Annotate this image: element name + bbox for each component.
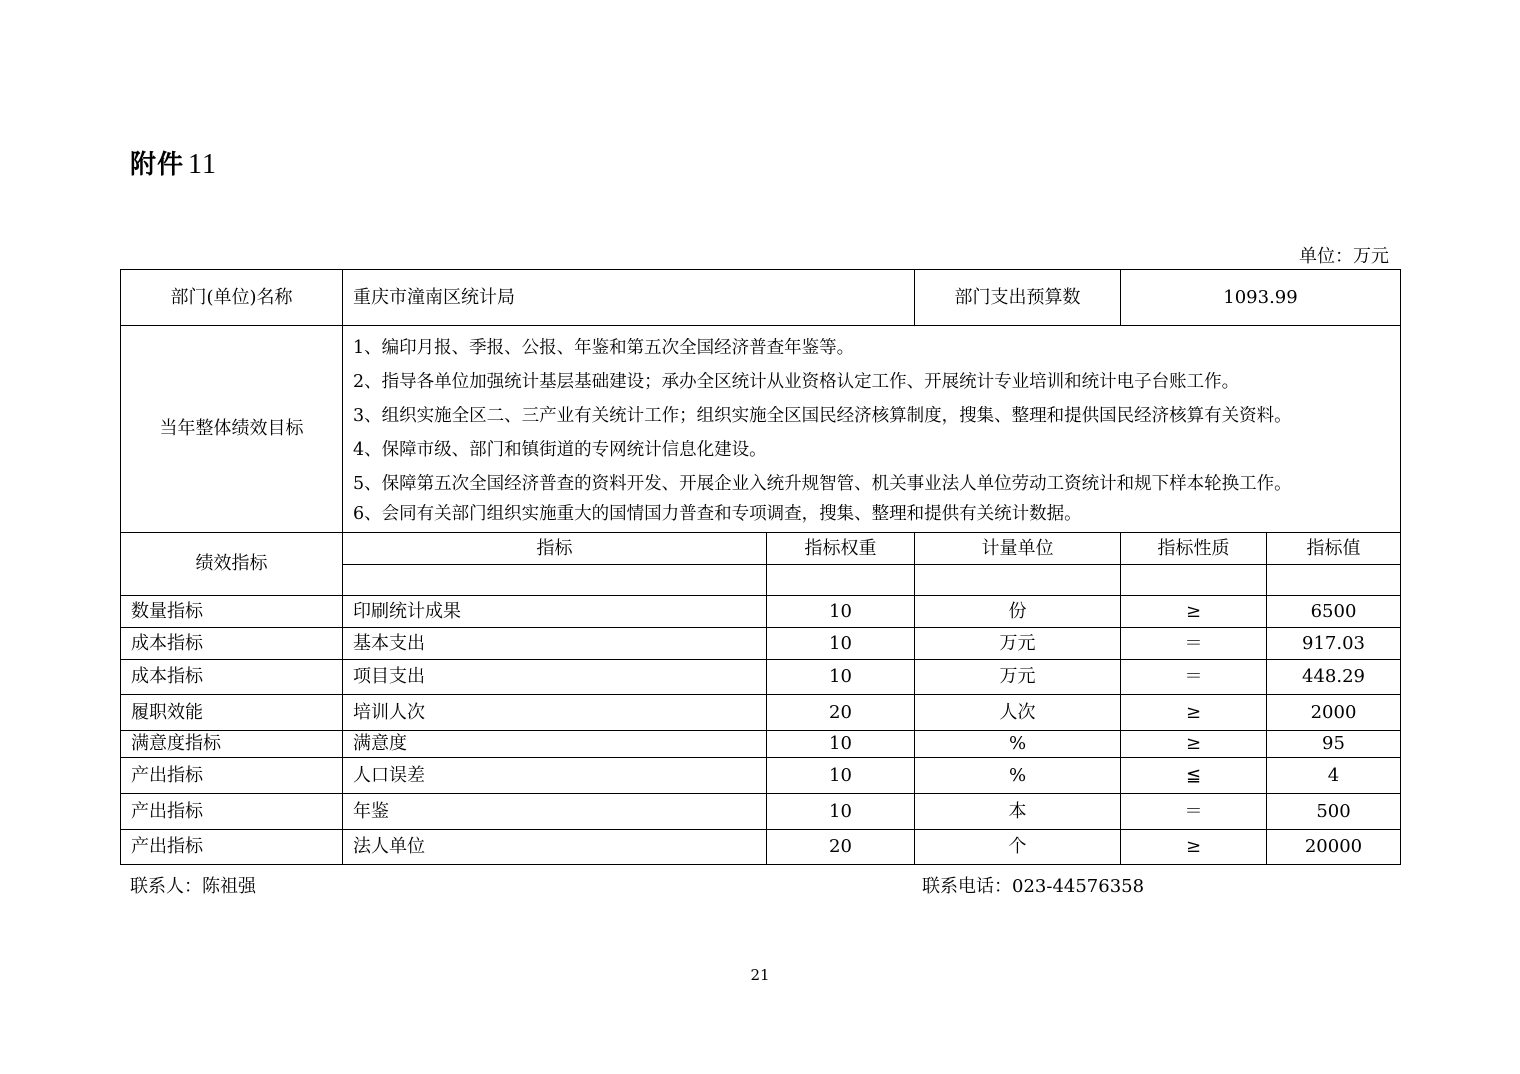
indicator-unit: 万元 [915, 628, 1121, 660]
indicator-name: 法人单位 [343, 830, 767, 865]
goals-list [343, 326, 1401, 533]
indicator-nature: ≥ [1121, 830, 1267, 865]
goal-item: 5、保障第五次全国经济普查的资料开发、开展企业入统升规智管、机关事业法人单位劳动工资统计和规下样本轮换工作。 [353, 474, 1292, 494]
indicator-unit: % [915, 731, 1121, 758]
indicator-unit: 万元 [915, 660, 1121, 695]
indicator-name: 项目支出 [343, 660, 767, 695]
indicator-nature: ≥ [1121, 695, 1267, 731]
indicator-nature: ≥ [1121, 596, 1267, 628]
indicator-unit: 人次 [915, 695, 1121, 731]
table-row [121, 830, 1401, 865]
blank-cell [915, 565, 1121, 596]
indicator-weight: 10 [767, 660, 915, 695]
indicator-unit: 本 [915, 794, 1121, 830]
indicator-category: 满意度指标 [121, 731, 343, 758]
indicator-name: 年鉴 [343, 794, 767, 830]
document-title [130, 144, 217, 181]
indicator-unit: 份 [915, 596, 1121, 628]
table-row [121, 731, 1401, 758]
indicator-weight: 10 [767, 794, 915, 830]
indicator-weight: 10 [767, 596, 915, 628]
goal-item: 6、会同有关部门组织实施重大的国情国力普查和专项调查，搜集、整理和提供有关统计数据。 [353, 504, 1082, 524]
contact-person: 联系人：陈祖强 [130, 876, 256, 897]
indicator-name: 培训人次 [343, 695, 767, 731]
column-header-weight: 指标权重 [767, 533, 915, 565]
blank-cell [767, 565, 915, 596]
indicator-category: 成本指标 [121, 660, 343, 695]
indicator-category: 产出指标 [121, 830, 343, 865]
indicator-value: 95 [1267, 731, 1401, 758]
dept-name-value: 重庆市潼南区统计局 [343, 270, 915, 326]
indicator-value: 448.29 [1267, 660, 1401, 695]
indicator-nature: ≥ [1121, 731, 1267, 758]
indicator-value: 4 [1267, 758, 1401, 794]
column-header-value: 指标值 [1267, 533, 1401, 565]
indicator-category: 履职效能 [121, 695, 343, 731]
budget-value: 1093.99 [1121, 270, 1401, 326]
indicator-value: 2000 [1267, 695, 1401, 731]
indicator-header-row [121, 533, 1401, 565]
table-row [121, 628, 1401, 660]
document-title-prefix: 附件 [130, 150, 185, 180]
indicator-name: 满意度 [343, 731, 767, 758]
goal-item: 2、指导各单位加强统计基层基础建设；承办全区统计从业资格认定工作、开展统计专业培训和统计电子台账工作。 [353, 372, 1240, 392]
goal-item: 1、编印月报、季报、公报、年鉴和第五次全国经济普查年鉴等。 [353, 338, 855, 358]
blank-cell [1267, 565, 1401, 596]
indicator-category: 产出指标 [121, 794, 343, 830]
indicator-unit: % [915, 758, 1121, 794]
blank-cell [343, 565, 767, 596]
indicator-name: 印刷统计成果 [343, 596, 767, 628]
indicator-weight: 10 [767, 731, 915, 758]
indicator-value: 20000 [1267, 830, 1401, 865]
performance-table [120, 269, 1401, 865]
column-header-indicator: 指标 [343, 533, 767, 565]
column-header-nature: 指标性质 [1121, 533, 1267, 565]
indicator-category: 数量指标 [121, 596, 343, 628]
indicator-nature: ≦ [1121, 758, 1267, 794]
indicator-nature: ＝ [1121, 660, 1267, 695]
goals-row [121, 326, 1401, 533]
table-row [121, 695, 1401, 731]
table-row [121, 758, 1401, 794]
page-number: 21 [750, 966, 770, 984]
unit-note: 单位：万元 [1299, 246, 1389, 267]
indicator-nature: ＝ [1121, 628, 1267, 660]
goal-item: 3、组织实施全区二、三产业有关统计工作；组织实施全区国民经济核算制度，搜集、整理和提供国民经济核算有关资料。 [353, 406, 1292, 426]
indicator-weight: 20 [767, 695, 915, 731]
indicators-section-label: 绩效指标 [121, 533, 343, 596]
indicator-value: 500 [1267, 794, 1401, 830]
document-title-number: 11 [188, 149, 217, 180]
contact-phone: 联系电话：023-44576358 [922, 876, 1145, 897]
indicator-weight: 10 [767, 628, 915, 660]
table-row [121, 596, 1401, 628]
indicator-nature: ＝ [1121, 794, 1267, 830]
budget-label: 部门支出预算数 [915, 270, 1121, 326]
table-row [121, 660, 1401, 695]
indicator-name: 人口误差 [343, 758, 767, 794]
indicator-weight: 20 [767, 830, 915, 865]
indicator-value: 6500 [1267, 596, 1401, 628]
indicator-weight: 10 [767, 758, 915, 794]
blank-cell [1121, 565, 1267, 596]
indicator-name: 基本支出 [343, 628, 767, 660]
indicator-category: 成本指标 [121, 628, 343, 660]
indicator-category: 产出指标 [121, 758, 343, 794]
table-row [121, 794, 1401, 830]
goal-item: 4、保障市级、部门和镇街道的专网统计信息化建设。 [353, 440, 767, 460]
indicator-unit: 个 [915, 830, 1121, 865]
column-header-unit: 计量单位 [915, 533, 1121, 565]
dept-name-label: 部门(单位)名称 [121, 270, 343, 326]
indicator-value: 917.03 [1267, 628, 1401, 660]
header-row [121, 270, 1401, 326]
goals-label: 当年整体绩效目标 [121, 326, 343, 533]
